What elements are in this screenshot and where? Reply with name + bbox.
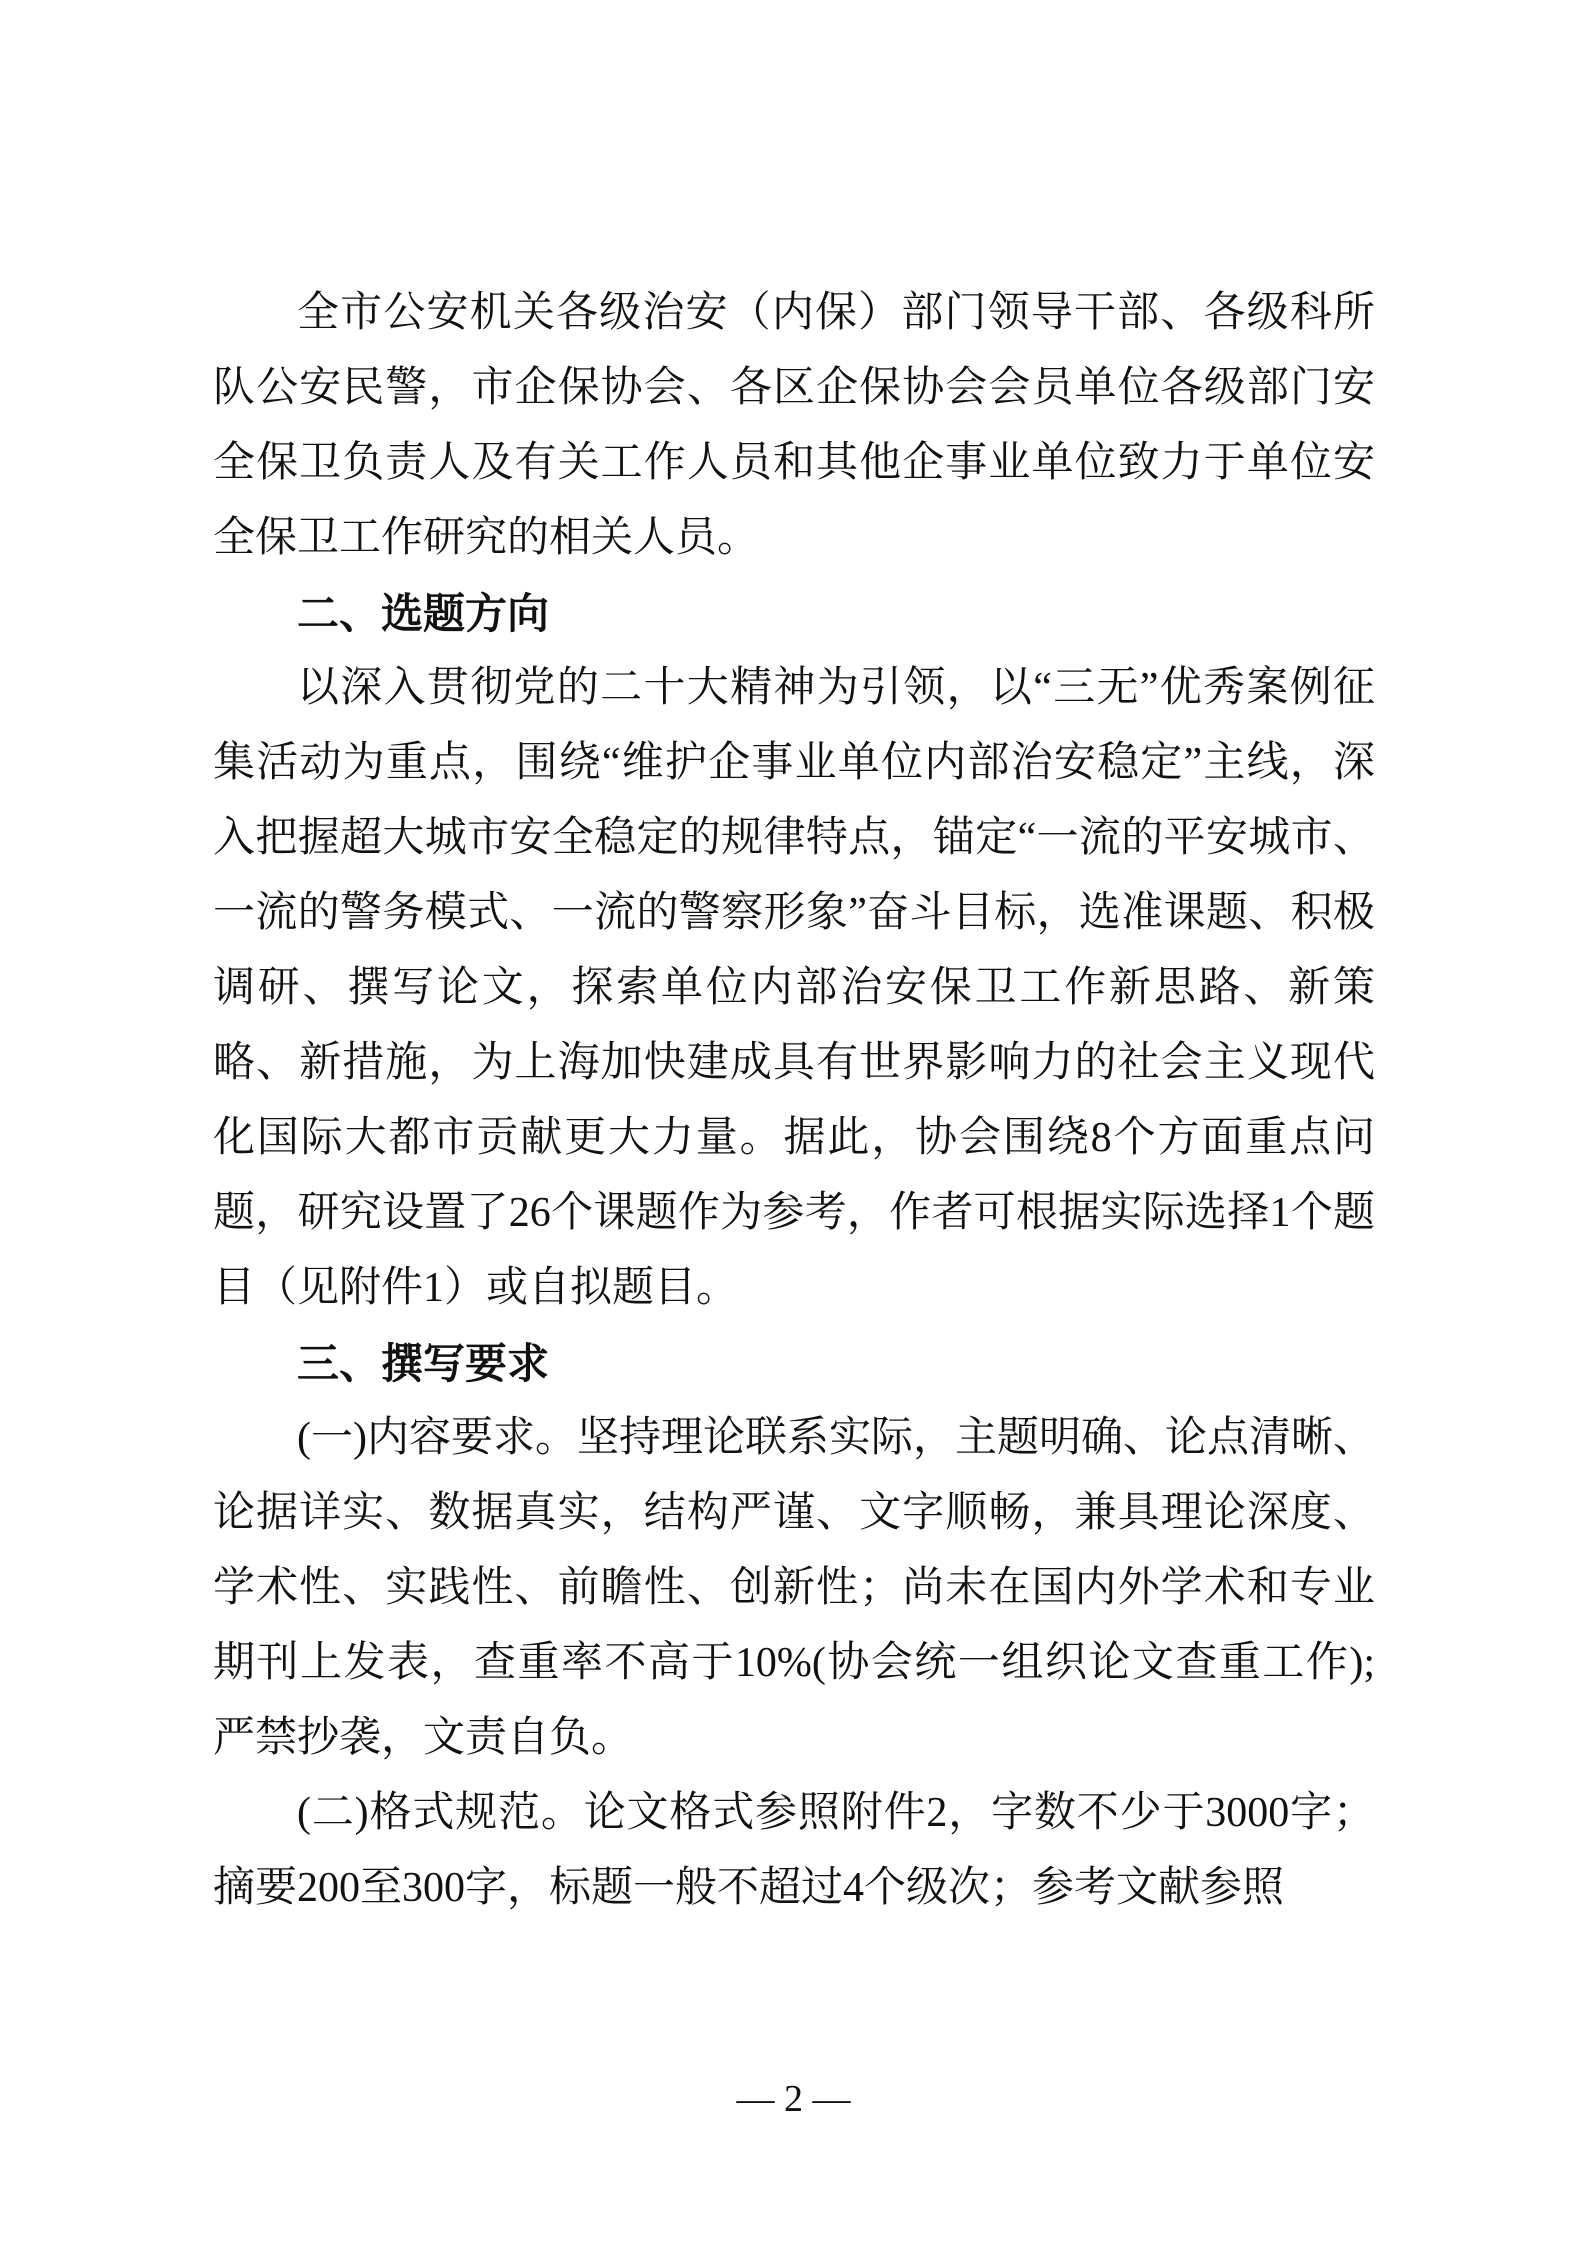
paragraph-topic-direction: 以深入贯彻党的二十大精神为引领，以“三无”优秀案例征集活动为重点，围绕“维护企事业单位内部治安稳定”主线，深入把握超大城市安全稳定的规律特点，锚定“一流的平安城市、一流的警务模式、一流的警察形象”奋斗目标，选准课题、积极调研、撰写论文，探索单位内部治安保卫工作新思路、新策略、新措施，为上海加快建成具有世界影响力的社会主义现代化国际大都市贡献更大力量。据此，协会围绕8个方面重点问题，研究设置了26个课题作为参考，作者可根据实际选择1个题目（见附件1）或自拟题目。 — [213, 665, 1375, 1311]
paragraph-content-requirements: (一)内容要求。坚持理论联系实际，主题明确、论点清晰、论据详实、数据真实，结构严谨、文字顺畅，兼具理论深度、学术性、实践性、前瞻性、创新性；尚未在国内外学术和专业期刊上发表，查重率不高于10%(协会统一组织论文查重工作);严禁抄袭，文责自负。 — [213, 1415, 1375, 1761]
paragraph-audience: 全市公安机关各级治安（内保）部门领导干部、各级科所队公安民警，市企保协会、各区企保协会会员单位各级部门安全保卫负责人及有关工作人员和其他企事业单位致力于单位安全保卫工作研究的相关人员。 — [213, 290, 1375, 561]
document-body — [213, 276, 1375, 1926]
paragraph-format-requirements: (二)格式规范。论文格式参照附件2，字数不少于3000字；摘要200至300字，标题一般不超过4个级次；参考文献参照 — [213, 1790, 1375, 1911]
page-number: — 2 — — [736, 2078, 851, 2120]
heading-writing-requirements: 三、撰写要求 — [297, 1340, 550, 1387]
heading-topic-direction: 二、选题方向 — [297, 590, 550, 637]
